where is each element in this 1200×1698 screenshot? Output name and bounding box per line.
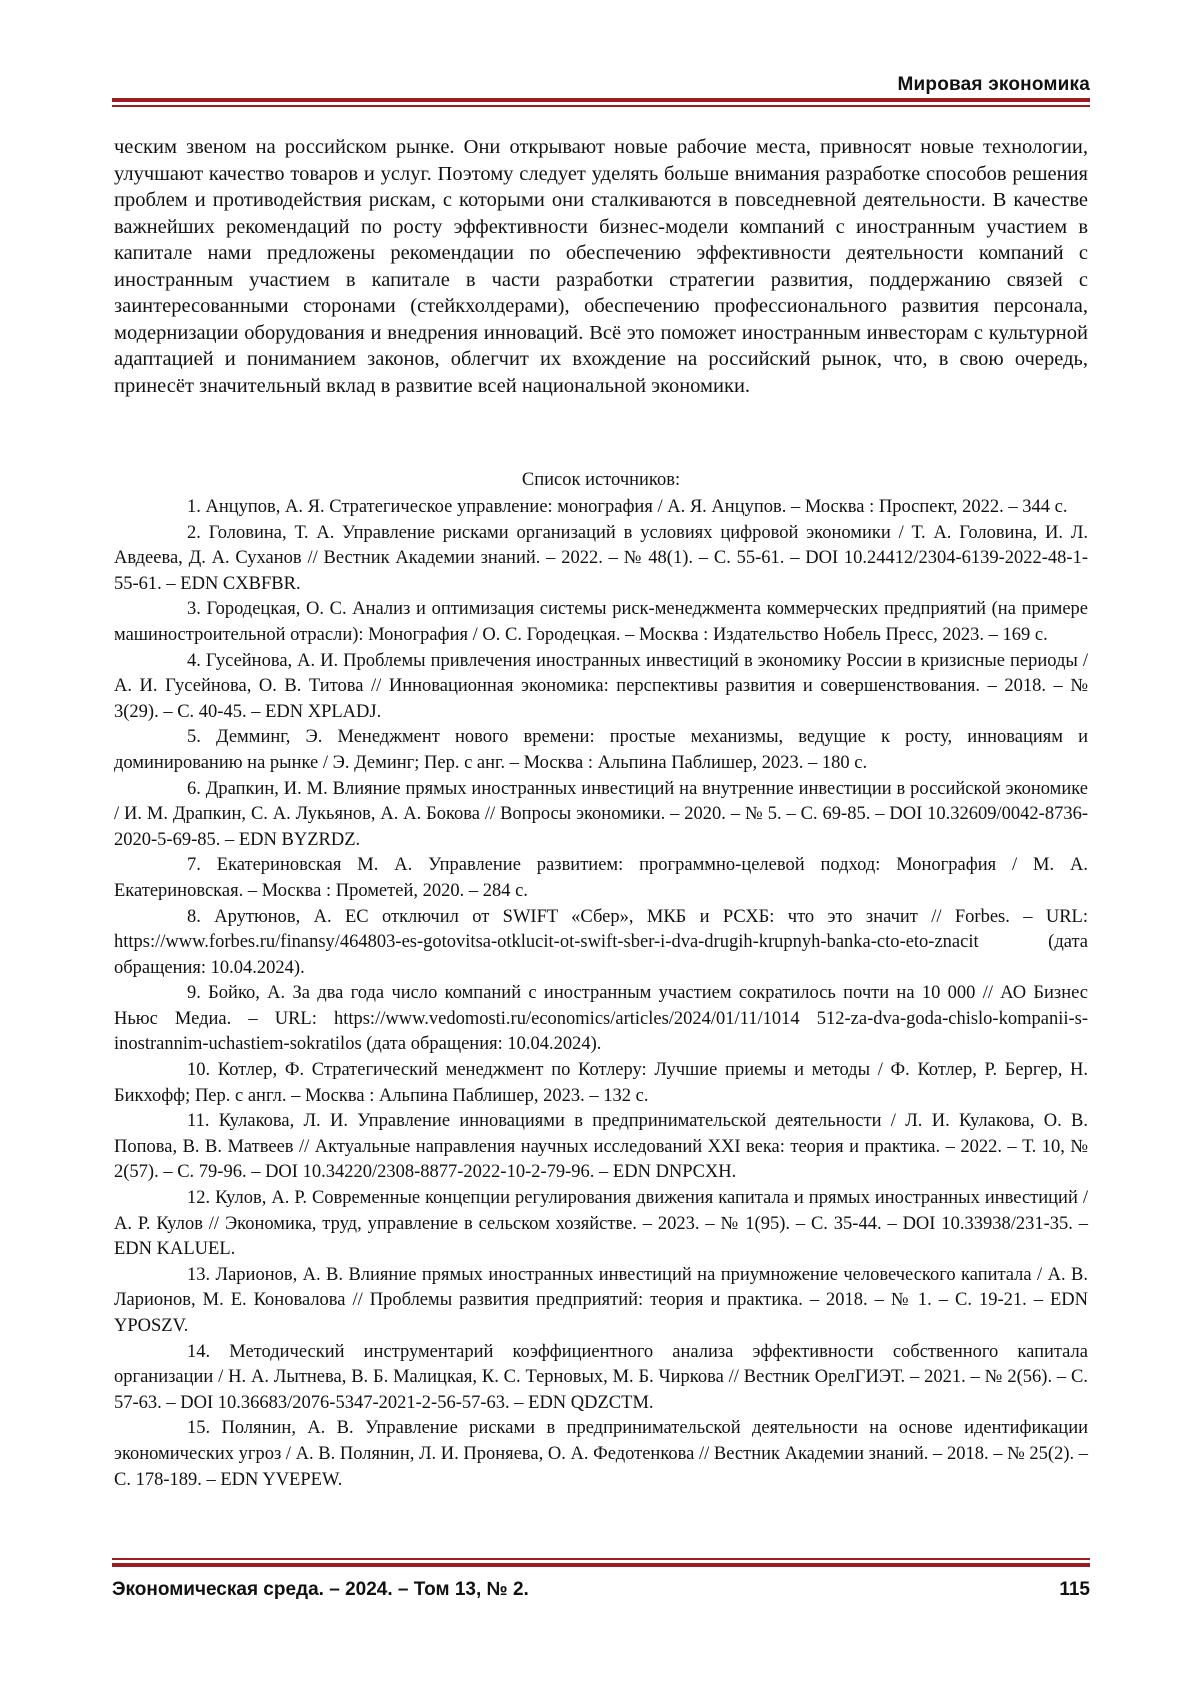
footer-rule-thin <box>112 1558 1090 1560</box>
header-rule-thin <box>112 105 1090 107</box>
references-title: Список источников: <box>521 470 681 490</box>
reference-item: 4. Гусейнова, А. И. Проблемы привлечения иностранных инвестиций в экономику России в кризисные периоды / А. И. Гусейнова, О. В. Титова // Инновационная экономика: перспективы развития и совершенствования. – 2018. – № 3(29). – С. 40-45. – EDN XPLADJ. <box>114 650 1088 722</box>
running-header: Мировая экономика <box>897 74 1090 95</box>
running-footer <box>112 1579 1090 1601</box>
reference-item: 14. Методический инструментарий коэффициентного анализа эффективности собственного капитала организации / Н. А. Лытнева, В. Б. Малицкая, К. С. Терновых, М. Б. Чиркова // Вестник ОрелГИЭТ. – 2021. – № 2(56). – С. 57-63. – DOI 10.36683/2076-5347-2021-2-56-57-63. – EDN QDZCTM. <box>114 1341 1088 1413</box>
reference-item: 13. Ларионов, А. В. Влияние прямых иностранных инвестиций на приумножение человеческого капитала / А. В. Ларионов, М. Е. Коновалова // Проблемы развития предприятий: теория и практика. – 2018. – № 1. – С. 19-21. – EDN YPOSZV. <box>114 1264 1088 1336</box>
header-rule-thick <box>112 98 1090 102</box>
reference-item: 8. Арутюнов, А. ЕС отключил от SWIFT «Сбер», МКБ и РСХБ: что это значит // Forbes. – URL: https://www.forbes.ru/finansy/464803-es-gotovitsa-otklucit-ot-swift-sber-i-dva-drugih-krupnyh-banka-cto-eto-znacit (дата обращения: 10.04.2024). <box>114 906 1088 978</box>
reference-item: 5. Демминг, Э. Менеджмент нового времени: простые механизмы, ведущие к росту, инновациям и доминированию на рынке / Э. Деминг; Пер. с анг. – Москва : Альпина Паблишер, 2023. – 180 с. <box>114 727 1088 773</box>
reference-item: 11. Кулакова, Л. И. Управление инновациями в предпринимательской деятельности / Л. И. Кулакова, О. В. Попова, В. В. Матвеев // Актуальные направления научных исследований XXI века: теория и практика. – 2022. – Т. 10, № 2(57). – С. 79-96. – DOI 10.34220/2308-8877-2022-10-2-79-96. – EDN DNPCXH. <box>114 1111 1088 1183</box>
body-paragraph: ческим звеном на российском рынке. Они открывают новые рабочие места, привносят новые технологии, улучшают качество товаров и услуг. Поэтому следует уделять больше внимания разработке способов решения проблем и противодействия рискам, с которыми они сталкиваются в повседневной деятельности. В качестве важнейших рекомендаций по росту эффективности бизнес-модели компаний с иностранным участием в капитале нами предложены рекомендации по обеспечению эффективности деятельности компаний с иностранным участием в капитале в части разработки стратегии развития, поддержанию связей с заинтересованными сторонами (стейкхолдерами), обеспечению профессионального развития персонала, модернизации оборудования и внедрения инноваций. Всё это поможет иностранным инвесторам с культурной адаптацией и пониманием законов, облегчит их вхождение на российский рынок, что, в свою очередь, принесёт значительный вклад в развитие всей национальной экономики. <box>114 136 1088 397</box>
journal-citation: Экономическая среда. – 2024. – Том 13, № 2. <box>112 1579 529 1600</box>
references-list <box>114 495 1088 1493</box>
reference-item: 9. Бойко, А. За два года число компаний с иностранным участием сократилось почти на 10 000 // АО Бизнес Ньюс Медиа. – URL: https://www.vedomosti.ru/economics/articles/2024/01/11/1014 512-za-dva-goda-chislo-kompanii-s-inostrannim-uchastiem-sokratilos (дата обращения: 10.04.2024). <box>114 983 1088 1055</box>
reference-item: 2. Головина, Т. А. Управление рисками организаций в условиях цифровой экономики / Т. А. Головина, И. Л. Авдеева, Д. А. Суханов // Вестник Академии знаний. – 2022. – № 48(1). – С. 55-61. – DOI 10.24412/2304-6139-2022-48-1-55-61. – EDN CXBFBR. <box>114 522 1088 594</box>
reference-item: 1. Анцупов, А. Я. Стратегическое управление: монография / А. Я. Анцупов. – Москва : Проспект, 2022. – 344 с. <box>187 497 1068 517</box>
reference-item: 15. Полянин, А. В. Управление рисками в предпринимательской деятельности на основе идентификации экономических угроз / А. В. Полянин, Л. И. Проняева, О. А. Федотенкова // Вестник Академии знаний. – 2018. – № 25(2). – С. 178-189. – EDN YVEPEW. <box>114 1418 1088 1490</box>
footer-rule-thick <box>112 1563 1090 1567</box>
reference-item: 12. Кулов, А. Р. Современные концепции регулирования движения капитала и прямых иностранных инвестиций / А. Р. Кулов // Экономика, труд, управление в сельском хозяйстве. – 2023. – № 1(95). – С. 35-44. – DOI 10.33938/231-35. – EDN KALUEL. <box>114 1188 1088 1260</box>
reference-item: 10. Котлер, Ф. Стратегический менеджмент по Котлеру: Лучшие приемы и методы / Ф. Котлер, Р. Бергер, Н. Бикхофф; Пер. с англ. – Москва : Альпина Паблишер, 2023. – 132 с. <box>114 1060 1088 1106</box>
reference-item: 6. Драпкин, И. М. Влияние прямых иностранных инвестиций на внутренние инвестиции в российской экономике / И. М. Драпкин, С. А. Лукьянов, А. А. Бокова // Вопросы экономики. – 2020. – № 5. – С. 69-85. – DOI 10.32609/0042-8736-2020-5-69-85. – EDN BYZRDZ. <box>114 778 1088 850</box>
reference-item: 3. Городецкая, О. С. Анализ и оптимизация системы риск-менеджмента коммерческих предприятий (на примере машиностроительной отрасли): Монография / О. С. Городецкая. – Москва : Издательство Нобель Пресс, 2023. – 169 с. <box>114 599 1088 645</box>
reference-item: 7. Екатериновская М. А. Управление развитием: программно-целевой подход: Монография / М. А. Екатериновская. – Москва : Прометей, 2020. – 284 с. <box>114 855 1088 901</box>
page-number: 115 <box>1059 1579 1090 1600</box>
